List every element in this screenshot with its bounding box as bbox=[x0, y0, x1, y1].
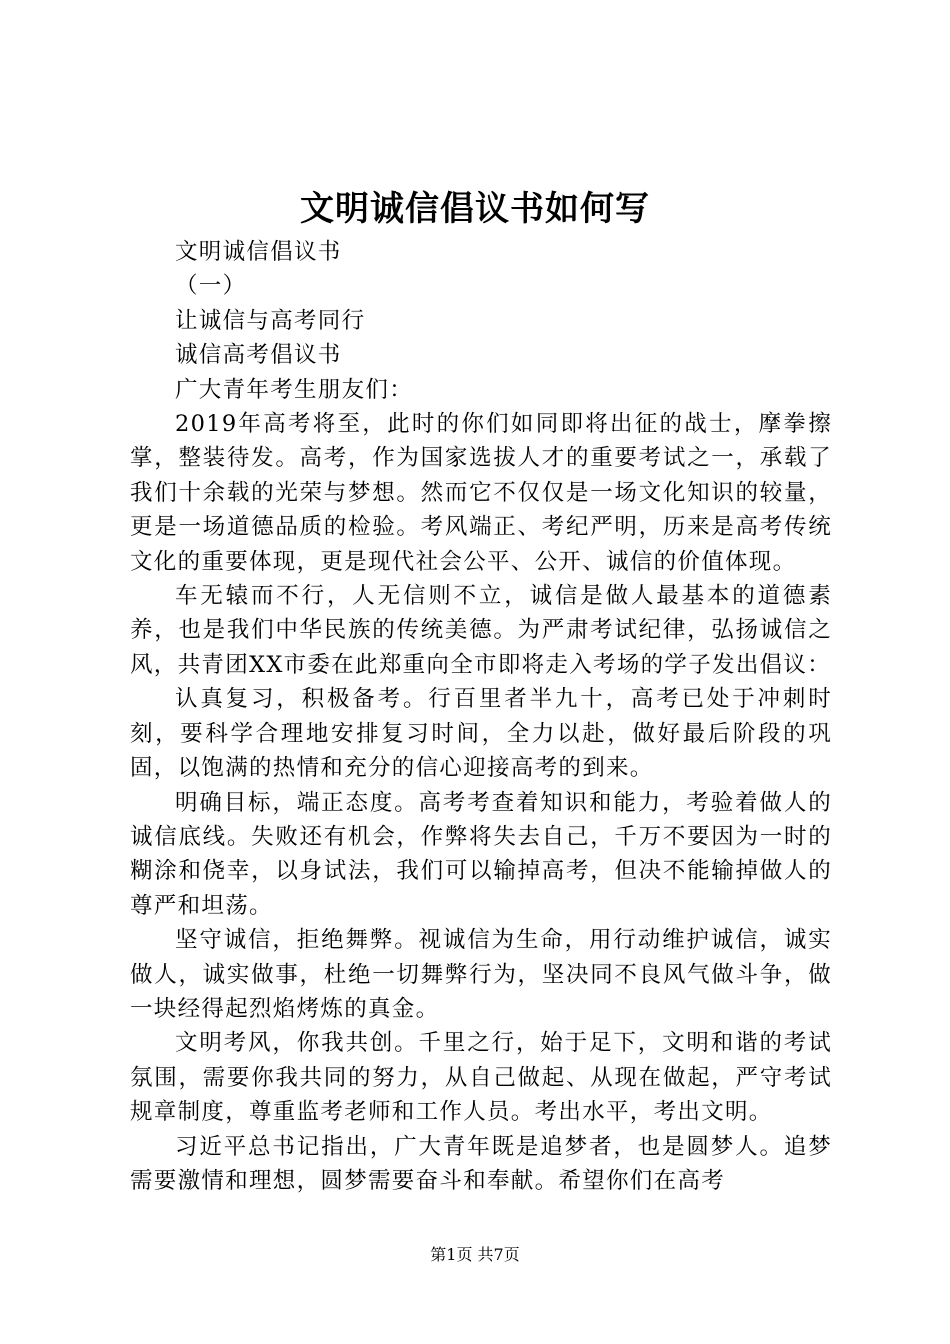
subtitle-heading: 文明诚信倡议书 bbox=[175, 239, 342, 265]
proposal-heading: 诚信高考倡议书 bbox=[175, 342, 342, 369]
paragraph-honesty: 坚守诚信，拒绝舞弊。视诚信为生命，用行动维护诚信，诚实做人，诚实做事，杜绝一切舞弊行为，坚决同不良风气做斗争，做一块经得起烈焰烤炼的真金。 bbox=[130, 927, 832, 1022]
paragraph-integrity: 车无辕而不行，人无信则不立，诚信是做人最基本的道德素养，也是我们中华民族的传统美德。为严肃考试纪律，弘扬诚信之风，共青团XX市委在此郑重向全市即将走入考场的学子发出倡议： bbox=[130, 583, 832, 678]
paragraph-closing: 习近平总书记指出，广大青年既是追梦者，也是圆梦人。追梦需要激情和理想，圆梦需要奋斗和奉献。希望你们在高考 bbox=[130, 1133, 832, 1194]
paragraph-review: 认真复习，积极备考。行百里者半九十，高考已处于冲刺时刻，要科学合理地安排复习时间，全力以赴，做好最后阶段的巩固，以饱满的热情和充分的信心迎接高考的到来。 bbox=[130, 686, 832, 782]
section-heading: 让诚信与高考同行 bbox=[175, 307, 366, 334]
salutation: 广大青年考生朋友们： bbox=[175, 376, 414, 403]
document-body bbox=[130, 235, 832, 1198]
document-title: 文明诚信倡议书如何写 bbox=[300, 189, 650, 229]
paragraph-intro: 2019年高考将至，此时的你们如同即将出征的战士，摩拳擦掌，整装待发。高考，作为国家选拔人才的重要考试之一，承载了我们十余载的光荣与梦想。然而它不仅仅是一场文化知识的较量，更是一场道德品质的检验。考风端正、考纪严明，历来是高考传统文化的重要体现，更是现代社会公平、公开、诚信的价值体现。 bbox=[130, 411, 832, 575]
section-number: （一） bbox=[175, 273, 247, 300]
page-number-footer: 第1页 共7页 bbox=[430, 1245, 520, 1264]
paragraph-civility: 文明考风，你我共创。千里之行，始于足下，文明和谐的考试氛围，需要你我共同的努力，从自己做起、从现在做起，严守考试规章制度，尊重监考老师和工作人员。考出水平，考出文明。 bbox=[130, 1030, 832, 1126]
paragraph-goals: 明确目标，端正态度。高考考查着知识和能力，考验着做人的诚信底线。失败还有机会，作弊将失去自己，千万不要因为一时的糊涂和侥幸，以身试法，我们可以输掉高考，但决不能输掉做人的尊严和坦荡。 bbox=[130, 789, 832, 919]
